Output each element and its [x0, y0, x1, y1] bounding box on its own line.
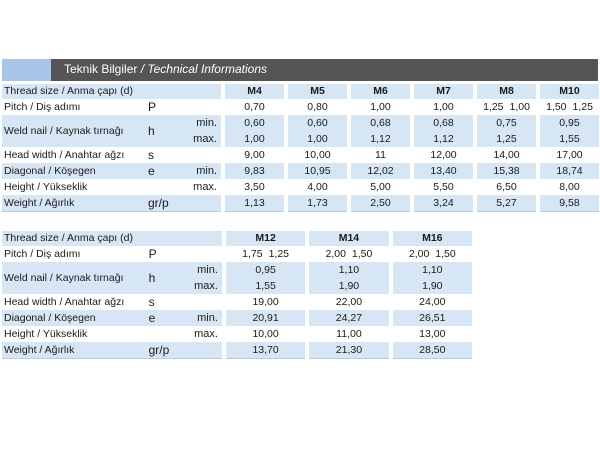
- size-header: M5: [288, 84, 347, 99]
- pitch-cell: [225, 99, 284, 115]
- height-row: [2, 179, 599, 195]
- pitch-cell: [414, 99, 473, 115]
- pitch-cell: [540, 99, 599, 115]
- pitch-value: 0,80: [307, 101, 328, 113]
- pitch-value: 1,25: [483, 101, 504, 113]
- pitch-row: [2, 246, 472, 262]
- pitch-value: 2,00: [408, 248, 430, 260]
- height-value: 3,50: [225, 179, 284, 195]
- weld-min-value: 1,10: [393, 262, 472, 278]
- row-qualifier: [186, 342, 222, 359]
- pitch-cell: [309, 246, 388, 262]
- height-row: [2, 326, 472, 342]
- pitch-cell: [226, 246, 305, 262]
- thread-size-label: Thread size / Anma çapı (d): [2, 84, 145, 99]
- height-value: 8,00: [540, 179, 599, 195]
- weld-max-value: 1,55: [226, 278, 305, 294]
- weld-min-row: [2, 115, 599, 131]
- pitch-row: [2, 99, 599, 115]
- pitch-value: 1,25: [268, 248, 290, 260]
- row-qualifier: [186, 231, 222, 246]
- weld-min-row: [2, 262, 472, 278]
- diagonal-row: [2, 310, 472, 326]
- weld-max-value: 1,12: [351, 131, 410, 147]
- diagonal-value: 13,40: [414, 163, 473, 179]
- weight-value: 2,50: [351, 195, 410, 212]
- head-width-value: 19,00: [226, 294, 305, 310]
- row-qualifier: [185, 84, 221, 99]
- diagonal-value: 10,95: [288, 163, 347, 179]
- pitch-value: 2,00: [325, 248, 346, 260]
- pitch-value: 1,50: [435, 248, 456, 260]
- weight-value: 5,27: [477, 195, 536, 212]
- technical-table-1: [2, 84, 599, 212]
- pitch-values: [309, 246, 388, 262]
- height-value: 10,00: [226, 326, 305, 342]
- pitch-value: 1,00: [433, 101, 454, 113]
- row-qualifier: [186, 246, 222, 262]
- size-header: M10: [540, 84, 599, 99]
- weld-max-value: 1,00: [288, 131, 347, 147]
- title-main: Teknik Bilgiler: [64, 62, 138, 76]
- row-qualifier: [185, 99, 221, 115]
- row-symbol: gr/p: [145, 195, 185, 212]
- head-width-value: 24,00: [393, 294, 472, 310]
- row-symbol: h: [145, 115, 185, 147]
- weld-min-value: 0,75: [477, 115, 536, 131]
- weight-value: 1,13: [225, 195, 284, 212]
- pitch-values: [351, 99, 410, 115]
- head-width-value: 22,00: [309, 294, 388, 310]
- weight-value: 3,24: [414, 195, 473, 212]
- diagonal-value: 20,91: [226, 310, 305, 326]
- weight-value: 9,58: [540, 195, 599, 212]
- row-symbol: P: [146, 246, 186, 262]
- weld-max-value: 1,90: [393, 278, 472, 294]
- diagonal-value: 12,02: [351, 163, 410, 179]
- weld-min-value: 0,68: [351, 115, 410, 131]
- thread-size-row: [2, 84, 599, 99]
- section-header: [2, 59, 598, 81]
- weld-min-value: 1,10: [309, 262, 388, 278]
- size-header: M6: [351, 84, 410, 99]
- diagonal-value: 26,51: [393, 310, 472, 326]
- weld-max-value: 1,55: [540, 131, 599, 147]
- weight-label: Weight / Ağırlık: [2, 342, 146, 359]
- title-subtitle: / Technical Informations: [140, 62, 267, 76]
- row-qualifier: max.: [186, 278, 222, 294]
- weld-min-value: 0,68: [414, 115, 473, 131]
- diagonal-value: 18,74: [540, 163, 599, 179]
- row-symbol: e: [146, 310, 186, 326]
- weld-max-value: 1,12: [414, 131, 473, 147]
- pitch-value: 1,25: [572, 101, 593, 113]
- size-header: M7: [414, 84, 473, 99]
- size-header: M4: [225, 84, 284, 99]
- section-title: [64, 62, 267, 76]
- pitch-values: [226, 246, 305, 262]
- head-width-value: 14,00: [477, 147, 536, 163]
- height-value: 4,00: [288, 179, 347, 195]
- row-symbol: s: [145, 147, 185, 163]
- pitch-cell: [351, 99, 410, 115]
- height-value: 5,00: [351, 179, 410, 195]
- row-symbol: gr/p: [146, 342, 186, 359]
- weight-row: [2, 195, 599, 212]
- row-qualifier: max.: [186, 326, 222, 342]
- size-header: M14: [309, 231, 388, 246]
- thread-size-label: Thread size / Anma çapı (d): [2, 231, 146, 246]
- head-width-value: 12,00: [414, 147, 473, 163]
- weight-value: 28,50: [393, 342, 472, 359]
- row-symbol: [145, 84, 185, 99]
- weld-label: Weld nail / Kaynak tırnağı: [2, 115, 145, 147]
- row-symbol: [146, 231, 186, 246]
- row-qualifier: [185, 147, 221, 163]
- row-qualifier: max.: [185, 179, 221, 195]
- pitch-label: Pitch / Diş adımı: [2, 99, 145, 115]
- height-label: Height / Yükseklik: [2, 326, 146, 342]
- head-width-row: [2, 294, 472, 310]
- weight-label: Weight / Ağırlık: [2, 195, 145, 212]
- row-symbol: P: [145, 99, 185, 115]
- row-qualifier: [186, 294, 222, 310]
- head-width-label: Head width / Anahtar ağzı: [2, 147, 145, 163]
- row-qualifier: min.: [185, 115, 221, 131]
- row-qualifier: min.: [186, 262, 222, 278]
- weld-min-value: 0,95: [540, 115, 599, 131]
- pitch-values: [288, 99, 347, 115]
- weld-min-value: 0,60: [225, 115, 284, 131]
- row-qualifier: max.: [185, 131, 221, 147]
- pitch-cell: [393, 246, 472, 262]
- diagonal-label: Diagonal / Köşegen: [2, 163, 145, 179]
- pitch-values: [477, 99, 536, 115]
- row-qualifier: min.: [185, 163, 221, 179]
- size-header: M12: [226, 231, 305, 246]
- weld-max-value: 1,00: [225, 131, 284, 147]
- head-width-value: 17,00: [540, 147, 599, 163]
- row-symbol: s: [146, 294, 186, 310]
- weight-value: 1,73: [288, 195, 347, 212]
- weight-value: 13,70: [226, 342, 305, 359]
- pitch-value: 1,50: [546, 101, 567, 113]
- header-accent: [2, 59, 51, 81]
- height-label: Height / Yükseklik: [2, 179, 145, 195]
- size-header: M16: [393, 231, 472, 246]
- technical-table-2: [2, 231, 472, 359]
- weld-max-value: 1,90: [309, 278, 388, 294]
- pitch-values: [414, 99, 473, 115]
- weld-label: Weld nail / Kaynak tırnağı: [2, 262, 146, 294]
- diagonal-value: 24,27: [309, 310, 388, 326]
- head-width-value: 10,00: [288, 147, 347, 163]
- row-symbol: h: [146, 262, 186, 294]
- diagonal-value: 15,38: [477, 163, 536, 179]
- pitch-values: [540, 99, 599, 115]
- pitch-values: [393, 246, 472, 262]
- head-width-value: 9,00: [225, 147, 284, 163]
- pitch-value: 1,00: [370, 101, 391, 113]
- pitch-value: 1,00: [509, 101, 530, 113]
- pitch-value: 1,50: [351, 248, 373, 260]
- row-symbol: [145, 179, 185, 195]
- head-width-value: 11: [351, 147, 410, 163]
- weld-min-value: 0,95: [226, 262, 305, 278]
- head-width-row: [2, 147, 599, 163]
- head-width-label: Head width / Anahtar ağzı: [2, 294, 146, 310]
- pitch-cell: [477, 99, 536, 115]
- height-value: 6,50: [477, 179, 536, 195]
- diagonal-value: 9,83: [225, 163, 284, 179]
- weight-row: [2, 342, 472, 359]
- pitch-value: 1,75: [242, 248, 263, 260]
- pitch-values: [225, 99, 284, 115]
- row-qualifier: [185, 195, 221, 212]
- pitch-cell: [288, 99, 347, 115]
- pitch-label: Pitch / Diş adımı: [2, 246, 146, 262]
- diagonal-row: [2, 163, 599, 179]
- size-header: M8: [477, 84, 536, 99]
- height-value: 13,00: [393, 326, 472, 342]
- row-symbol: [146, 326, 186, 342]
- diagonal-label: Diagonal / Köşegen: [2, 310, 146, 326]
- weight-value: 21,30: [309, 342, 388, 359]
- height-value: 11,00: [309, 326, 388, 342]
- thread-size-row: [2, 231, 472, 246]
- height-value: 5,50: [414, 179, 473, 195]
- row-symbol: e: [145, 163, 185, 179]
- row-qualifier: min.: [186, 310, 222, 326]
- weld-min-value: 0,60: [288, 115, 347, 131]
- pitch-value: 0,70: [244, 101, 265, 113]
- weld-max-value: 1,25: [477, 131, 536, 147]
